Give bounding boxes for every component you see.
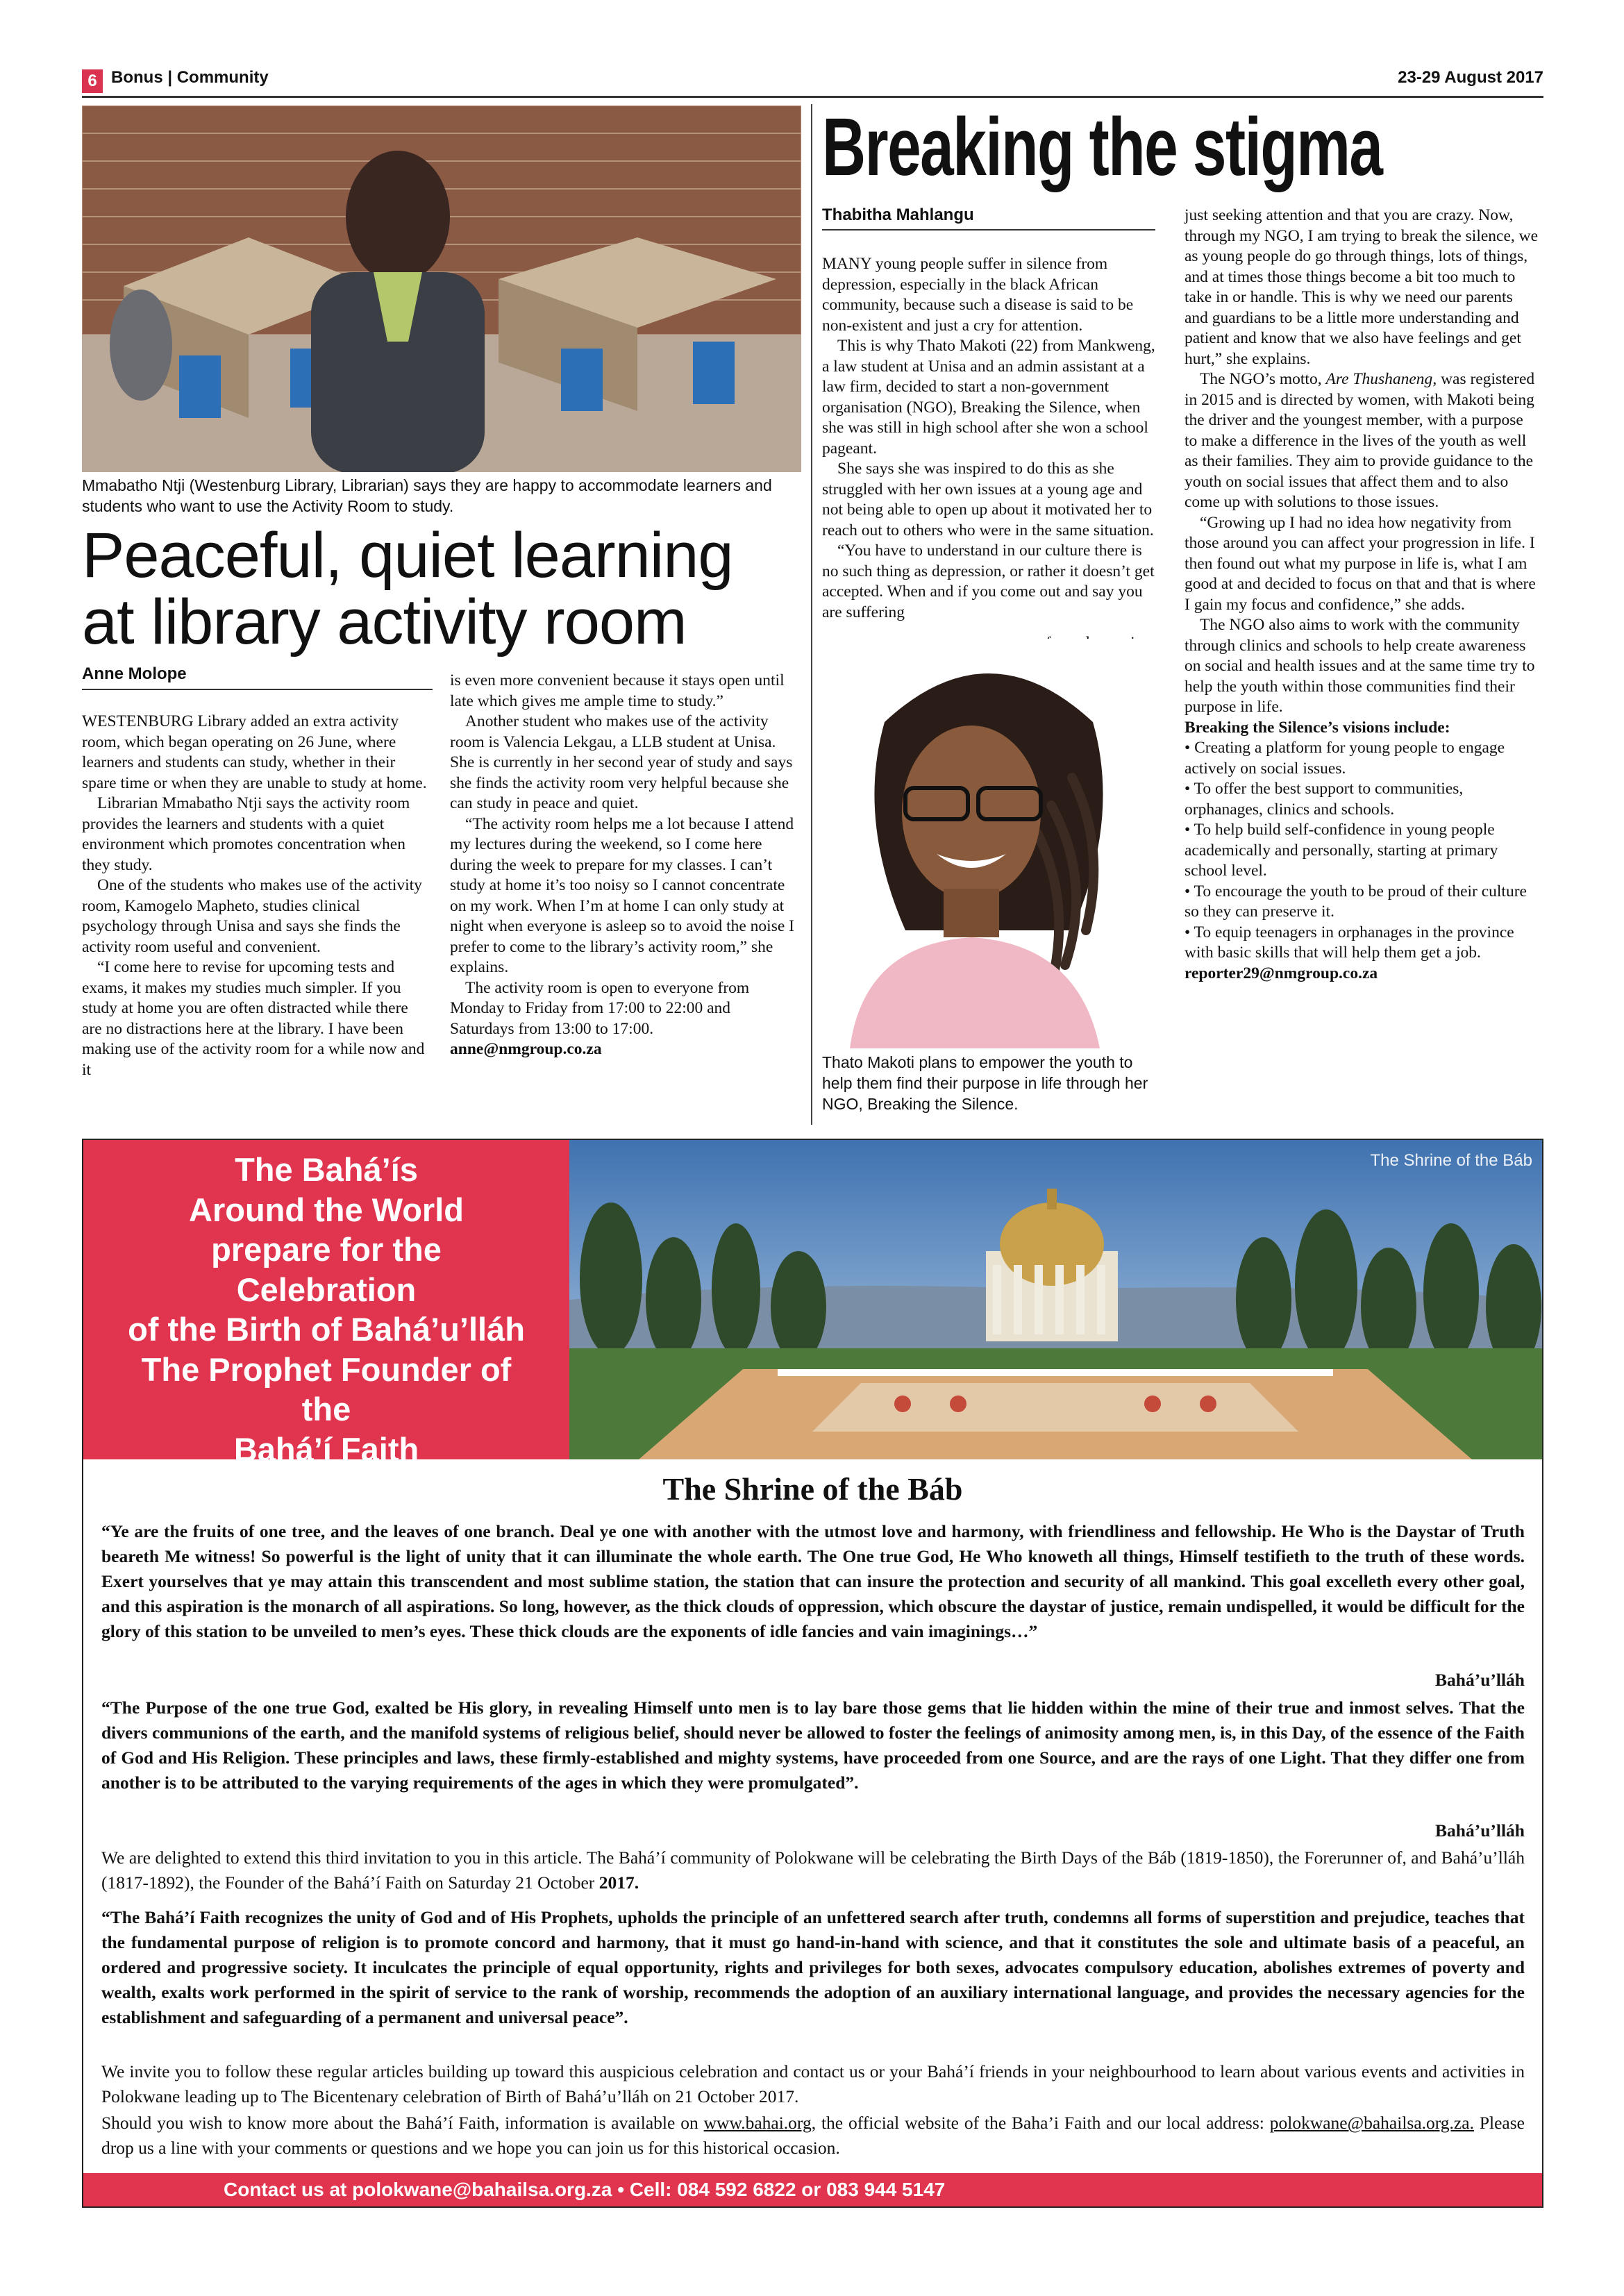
contact-text: Should you wish to know more about the Bahá’í Faith, information is available on [101, 2113, 704, 2133]
invitation-year: 2017. [594, 1872, 639, 1893]
header-rule [82, 96, 1543, 98]
stigma-byline: Thabitha Mahlangu [822, 206, 974, 224]
vision-item: • To encourage the youth to be proud of their culture so they can preserve it. [1184, 882, 1527, 921]
library-paragraph: “The activity room helps me a lot because I attend my lectures during the weekend, so I come here during the week to prepare for my classes. I can’t study at home it’s too noisy so I cannot concentrate on my work. When I’m at home I can only study at night when everyone is asleep so to avoid the noise I prefer to come to the library’s activity room,” she explains. [450, 814, 794, 976]
advert-follow-paragraph: We invite you to follow these regular articles building up toward this auspicious celebration and contact us or your Bahá’í friends in your neighbourhood to learn about various events and activities in Polokwane leading up to The Bicentenary celebration of Birth of Bahá’u’lláh on 21 October 2017. [101, 2061, 1525, 2106]
vision-item: • Creating a platform for young people to engage actively on social issues. [1184, 739, 1505, 778]
stigma-column-2 [1184, 206, 1539, 984]
advert-quote-1: “Ye are the fruits of one tree, and the leaves of one branch. Deal ye one with another with the utmost love and harmony, with friendliness and fellowship. He Who is the Daystar of Truth beareth Me witness! So powerful is the light of unity that it can illuminate the whole earth. The One true God, He Who knoweth all things, Himself testifieth to the truth of these words. Exert yourselves that ye may attain this transcendent and most sublime station, the station that can insure the protection and security of all mankind. This goal excelleth every other goal, and this aspiration is the monarch of all aspirations. So long, however, as the thick clouds of oppression, which obscure the daystar of justice, remain undispelled, it would be difficult for the glory of this station to be unveiled to men’s eyes. These thick clouds are the exponents of idle fancies and vain imaginings…” [101, 1521, 1525, 1641]
visions-heading: Breaking the Silence’s visions include: [1184, 718, 1450, 737]
library-paragraph: Librarian Mmabatho Ntji says the activity room provides the learners and students with a quiet environment which promotes concentration when they study. [82, 794, 410, 874]
advert-quote-2: “The Purpose of the one true God, exalted be His glory, in revealing Himself unto men is to lay bare those gems that lie hidden within the mine of their true and inmost selves. That the divers communions of the earth, and the manifold systems of religious belief, should never be allowed to foster the feelings of animosity among men, is, in this Day, of the essence of the Faith of God and His Religion. These principles and laws, these firmly-established and mighty systems, have proceeded from one Source, and are the rays of one Light. That they differ one from another is to be attributed to the varying requirements of the ages in which they were promulgated”. [101, 1698, 1525, 1793]
advert-headline-line: Around the World [189, 1191, 464, 1228]
library-paragraph: is even more convenient because it stays open until late which gives me ample time to study.” [450, 671, 785, 710]
stigma-paragraph-motto [1184, 369, 1539, 513]
advert-faith-principles: “The Bahá’í Faith recognizes the unity of God and of His Prophets, upholds the principle of an unfettered search after truth, condemns all forms of superstition and prejudice, teaches that the fundamental purpose of religion is to promote concord and harmony, that it must go hand-in-hand with science, and that it constitutes the sole and ultimate basis of a peaceful, an ordered and progressive society. It inculcates the principle of equal opportunity, rights and privileges for both sexes, advocates compulsory education, abolishes extremes of poverty and wealth, exalts work performed in the spirit of service to the rank of worship, recommends the adoption of an auxiliary international language, and provides the necessary agencies for the establishment and safeguarding of a permanent and universal peace”. [101, 1907, 1525, 2027]
motto-suffix: , was registered in 2015 and is directed by women, with Makoti being the driver and the youngest member, with a purpose to make a difference in the lives of the youth as well as their families. They aim to provide guidance to the youth on social issues that affect them and to also come up with solutions to those issues. [1184, 370, 1535, 511]
advert-red-panel [83, 1140, 569, 1468]
contact-text: Please drop us a line with your comments or questions and we hope you can join us for this historical occasion. [101, 2113, 1525, 2158]
advert-headline-line: of the Birth of Bahá’u’lláh [128, 1311, 525, 1348]
motto-prefix: The NGO’s motto, [1200, 370, 1326, 388]
thato-makoti-photo [822, 639, 1155, 1048]
library-headline-line-2: at library activity room [82, 587, 687, 657]
contact-text: , the official website of the Baha’i Faith and our local address: [811, 2113, 1270, 2133]
stigma-paragraph: The NGO also aims to work with the community through clinics and schools to help create awareness on social and health issues and at the same time try to help the youth within those communities find their purpose in life. [1184, 616, 1535, 716]
vision-item: • To equip teenagers in orphanages in the province with basic skills that will help them get a job. [1184, 923, 1514, 962]
issue-date: 23-29 August 2017 [1398, 68, 1543, 87]
shrine-photo-label: The Shrine of the Báb [1370, 1151, 1532, 1170]
advert-headline-line: the [301, 1391, 351, 1427]
library-photo [82, 106, 801, 472]
advert-headline-line: The Prophet Founder of [141, 1350, 512, 1388]
motto-name: Are Thushaneng [1325, 370, 1433, 388]
library-author-email[interactable]: anne@nmgroup.co.za [450, 1040, 602, 1058]
vision-item: • To help build self-confidence in young people academically and personally, starting at primary school level. [1184, 821, 1498, 880]
invitation-text: We are delighted to extend this third invitation to you in this article. The Bahá’í community of Polokwane will be celebrating the Birth Days of the Báb (1819-1850), the Forerunner of, and Bahá’u’lláh (1817-1892), the Founder of the Bahá’í Faith on Saturday 21 October [101, 1847, 1525, 1893]
stigma-author-email[interactable]: reporter29@nmgroup.co.za [1184, 964, 1378, 982]
stigma-paragraph: MANY young people suffer in silence from depression, especially in the black African community, because such a disease is said to be non-existent and just a cry for attention. [822, 255, 1134, 335]
stigma-column-1 [822, 254, 1162, 623]
advert-attribution-1: Bahá’u’lláh [1435, 1670, 1525, 1690]
vision-item: • To offer the best support to communities, orphanages, clinics and schools. [1184, 780, 1464, 819]
stigma-paragraph: “Growing up I had no idea how negativity from those around you can affect your progression in life. I then found out what my purpose in life is, what I am good at and decided to focus on that and that is where I gain my focus and confidence,” she adds. [1184, 513, 1536, 614]
library-paragraph: One of the students who makes use of the activity room, Kamogelo Mapheto, studies clinical psychology through Unisa and says she finds the activity room useful and convenient. [82, 876, 422, 956]
advert-attribution-2: Bahá’u’lláh [1435, 1820, 1525, 1841]
library-column-1 [82, 712, 429, 1080]
page-number: 6 [82, 69, 103, 93]
advert-headline-line: Celebration [236, 1271, 417, 1308]
local-email-link[interactable]: polokwane@bahailsa.org.za. [1269, 2113, 1474, 2133]
library-headline-line-1: Peaceful, quiet learning [82, 520, 733, 591]
bahai-website-link[interactable]: www.bahai.org [703, 2113, 812, 2133]
column-divider [811, 104, 812, 1125]
stigma-byline-rule [822, 229, 1155, 231]
advert-headline-line: prepare for the [211, 1231, 442, 1268]
stigma-headline: Breaking the stigma [822, 101, 1382, 193]
section-label: Bonus | Community [111, 68, 269, 87]
library-headline [82, 522, 811, 655]
advert-headline-line: The Bahá’ís [235, 1151, 418, 1188]
library-byline: Anne Molope [82, 664, 187, 683]
library-paragraph: WESTENBURG Library added an extra activity room, which began operating on 26 June, where learners and students can study, whether in their spare time or when they are unable to study at home. [82, 712, 427, 792]
advert-headline-line: Bahá’í Faith [233, 1430, 419, 1468]
shrine-photo [569, 1140, 1542, 1459]
stigma-paragraph: “You have to understand in our culture there is no such thing as depression, or rather it doesn’t get accepted. When and if you come out and say you are suffering [822, 542, 1155, 621]
library-column-2 [450, 671, 796, 1060]
advert-contact-paragraph [101, 2111, 1525, 2161]
stigma-paragraph: just seeking attention and that you are crazy. Now, through my NGO, I am trying to break the silence, we as young people do go through things, lots of things, and at times those things become a bit too much to take in or handle. This is why we need our parents and guardians to be a little more understanding and patient and know that we also have feelings and get hurt,” she explains. [1184, 206, 1539, 368]
library-paragraph: The activity room is open to everyone from Monday to Friday from 17:00 to 22:00 and Saturdays from 13:00 to 17:00. [450, 978, 750, 1038]
advert-contact-bar: Contact us at polokwane@bahailsa.org.za • Cell: 084 592 6822 or 083 944 5147 [83, 2173, 1542, 2206]
advert-title: The Shrine of the Báb [662, 1471, 963, 1507]
thato-photo-caption: Thato Makoti plans to empower the youth to help them find their purpose in life through her NGO, Breaking the Silence. [822, 1053, 1148, 1113]
stigma-paragraph: This is why Thato Makoti (22) from Mankweng, a law student at Unisa and an admin assistant at a law firm, decided to start a non-government organisation (NGO), Breaking the Silence, when she was still in high school after she won a school pageant. [822, 337, 1155, 458]
library-photo-caption: Mmabatho Ntji (Westenburg Library, Librarian) says they are happy to accommodate learners and students who want to use the Activity Room to study. [82, 476, 772, 515]
stigma-paragraph: She says she was inspired to do this as she struggled with her own issues at a young age and not being able to open up about it motivated her to reach out to others who were in the same situation. [822, 460, 1154, 539]
library-paragraph: “I come here to revise for upcoming tests and exams, it makes my studies much simpler. If you study at home you are often distracted while there are no distractions here at the library. I have been making use of the activity room for a while now and it [82, 958, 425, 1079]
library-paragraph: Another student who makes use of the activity room is Valencia Lekgau, a LLB student at Unisa. She is currently in her second year of study and says she finds the activity room very helpful because she can study in peace and quiet. [450, 712, 793, 812]
advert-invitation-paragraph [101, 1845, 1525, 1895]
library-byline-rule [82, 689, 433, 690]
